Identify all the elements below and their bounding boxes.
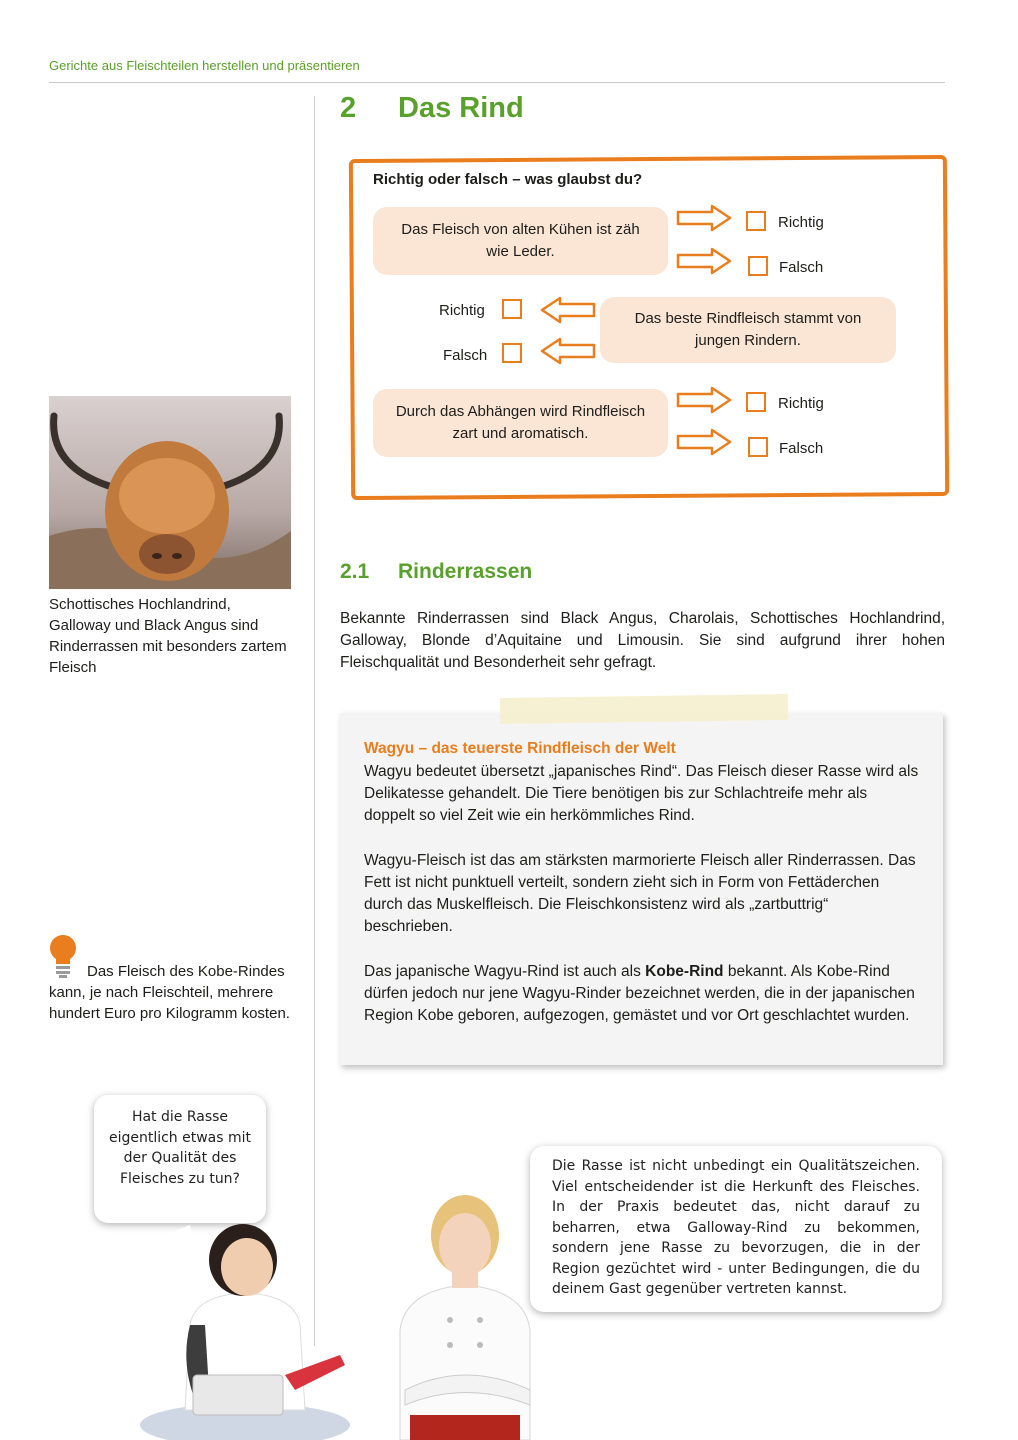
quiz-statement-3: Durch das Abhängen wird Rindfleisch zart und aromatisch. bbox=[373, 389, 668, 457]
arrow-right-icon bbox=[676, 428, 732, 456]
intro-paragraph: Bekannte Rinderrassen sind Black Angus, Charolais, Schottisches Hochlandrind, Galloway, Blonde d’Aquitaine und Limousin. Sie sind aufgrund ihrer hohen Fleischqualität und Besonderheit sehr gefragt. bbox=[340, 610, 945, 671]
checkbox-true-2[interactable] bbox=[502, 299, 522, 319]
highland-cattle-photo bbox=[49, 396, 291, 589]
kobe-rind-term: Kobe-Rind bbox=[645, 963, 724, 980]
chef-speech-bubble: Die Rasse ist nicht unbedingt ein Qualitätszeichen. Viel entscheidender ist die Herkunft des Fleisches. In der Praxis bedeutet das, nicht darauf zu beharren, etwa Galloway-Rind zu bekommen, sondern jene Rasse zu bevorzugen, die in der Region gezüchtet wird - unter Bedingungen, die du deinem Gast gegenüber vertreten kannst. bbox=[530, 1146, 942, 1312]
chef-illustration bbox=[390, 1190, 540, 1440]
column-divider bbox=[314, 96, 315, 1346]
section-title: Das Rind bbox=[398, 92, 524, 124]
option-label-false: Falsch bbox=[779, 259, 824, 276]
wagyu-paragraph-3-start: Das japanische Wagyu-Rind ist auch als bbox=[364, 963, 646, 980]
running-title: Gerichte aus Fleischteilen herstellen und präsentieren bbox=[49, 58, 360, 73]
wagyu-title: Wagyu – das teuerste Rindfleisch der Welt bbox=[364, 740, 676, 757]
quiz-statement-2: Das beste Rindfleisch stammt von jungen Rindern. bbox=[600, 297, 896, 363]
checkbox-true-3[interactable] bbox=[746, 392, 766, 412]
arrow-right-icon bbox=[676, 386, 732, 414]
option-label-true: Richtig bbox=[439, 302, 485, 319]
option-label-false: Falsch bbox=[779, 440, 824, 457]
wagyu-paragraph-3 bbox=[364, 961, 920, 1027]
tip-text: Das Fleisch des Kobe-Rindes kann, je nach Fleischteil, mehrere hundert Euro pro Kilogramm kosten. bbox=[49, 963, 290, 1022]
checkbox-false-1[interactable] bbox=[748, 256, 768, 276]
arrow-left-icon bbox=[540, 337, 596, 365]
wagyu-paragraph-3-end: bekannt. Als Kobe-Rind dürfen jedoch nur jene Wagyu-Rinder bezeichnet werden, die in der japanischen Region Kobe geboren, aufgezogen, gemästet und vor Ort geschlachtet wurden. bbox=[364, 963, 915, 1024]
wagyu-paragraph-1: Wagyu bedeutet übersetzt „japanisches Rind“. Das Fleisch dieser Rasse wird als Delikatesse gehandelt. Die Tiere benötigen bis zur Schlachtreife mehr als doppelt so viel Zeit wie ein herkömmliches Rind. bbox=[364, 763, 919, 824]
arrow-left-icon bbox=[540, 296, 596, 324]
option-label-true: Richtig bbox=[778, 214, 824, 231]
header-rule bbox=[49, 82, 945, 83]
option-label-true: Richtig bbox=[778, 395, 824, 412]
checkbox-false-2[interactable] bbox=[502, 343, 522, 363]
photo-caption: Schottisches Hochlandrind, Galloway und Black Angus sind Rinderrassen mit besonders zartem Fleisch bbox=[49, 596, 287, 676]
section-number: 2 bbox=[340, 92, 357, 124]
student-speech-bubble: Hat die Rasse eigentlich etwas mit der Qualität des Fleisches zu tun? bbox=[94, 1095, 266, 1223]
arrow-right-icon bbox=[676, 204, 732, 232]
quiz-title: Richtig oder falsch – was glaubst du? bbox=[373, 171, 643, 188]
option-label-false: Falsch bbox=[443, 347, 488, 364]
subsection-title: Rinderrassen bbox=[398, 560, 533, 583]
section-heading bbox=[340, 92, 524, 125]
tape-strip bbox=[500, 694, 788, 724]
checkbox-false-3[interactable] bbox=[748, 437, 768, 457]
subsection-number: 2.1 bbox=[340, 560, 370, 583]
wagyu-paragraph-2: Wagyu-Fleisch ist das am stärksten marmorierte Fleisch aller Rinderrassen. Das Fett ist nicht punktuell verteilt, sondern zieht sich in Form von Fettäderchen durch das Muskelfleisch. Die Fleischkonsistenz wird als „zartbuttrig“ beschrieben. bbox=[364, 852, 916, 935]
student-illustration bbox=[135, 1215, 365, 1440]
subsection-heading bbox=[340, 560, 532, 584]
quiz-statement-1: Das Fleisch von alten Kühen ist zäh wie Leder. bbox=[373, 207, 668, 275]
arrow-right-icon bbox=[676, 247, 732, 275]
checkbox-true-1[interactable] bbox=[746, 211, 766, 231]
